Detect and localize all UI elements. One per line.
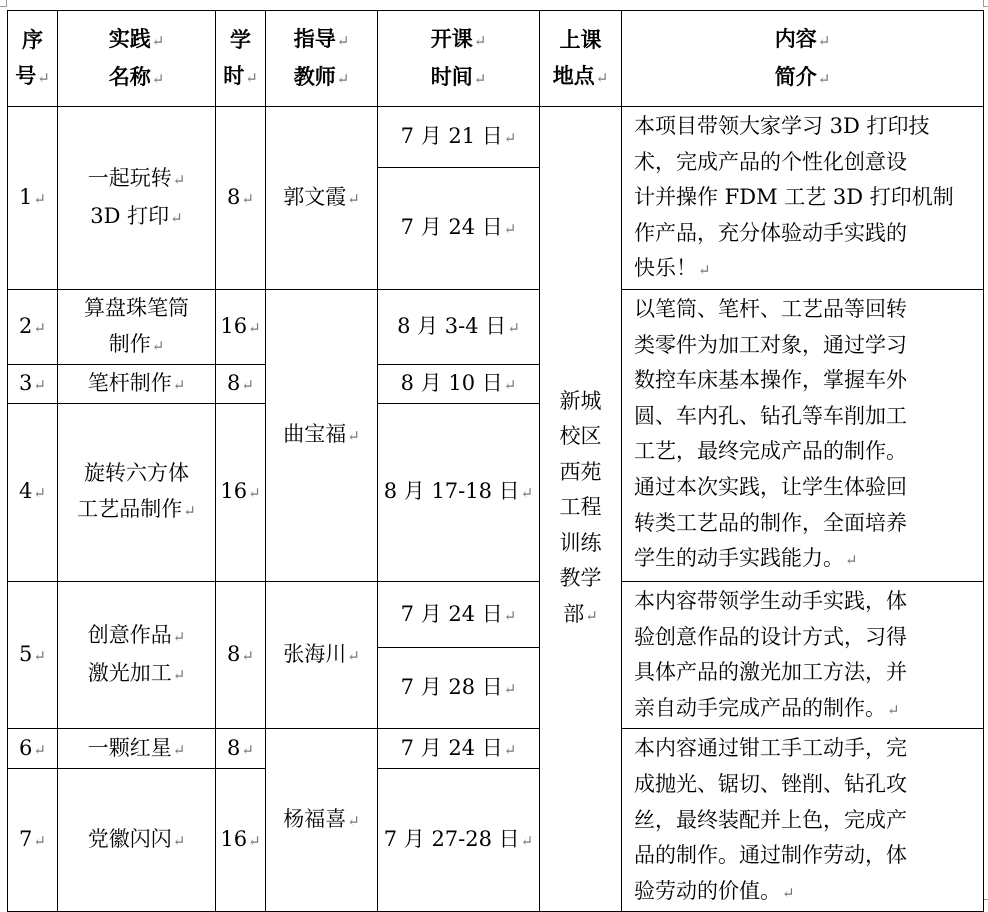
- header-summary: 内容↵ 简介↵: [622, 11, 984, 107]
- summary-cell: 以笔筒、笔杆、工艺品等回转 类零件为加工对象，通过学习 数控车床基本操作，掌握车外 圆、车内孔、钻孔等车削加工 工艺，最终完成产品的制作。 通过本次实践，让学生体验回 转类工艺品的制作，全面培养 学生的动手实践能力。↵: [622, 289, 984, 581]
- page-corner-mark: [6, 0, 7, 7]
- seq-cell: 1↵: [8, 107, 58, 290]
- hours-cell: 8↵: [216, 364, 266, 403]
- hours-cell: 8↵: [216, 107, 266, 290]
- teacher-cell: 杨福喜↵: [266, 729, 378, 912]
- table-row: [8, 107, 984, 168]
- date-cell: 7 月 21 日↵: [378, 107, 540, 168]
- header-seq: 序 号↵: [8, 11, 58, 107]
- hours-cell: 16↵: [216, 403, 266, 581]
- seq-cell: 6↵: [8, 729, 58, 768]
- header-name: 实践↵ 名称↵: [58, 11, 216, 107]
- summary-cell: 本内容通过钳工手工动手，完 成抛光、锯切、锉削、钻孔攻 丝，最终装配并上色，完成产 品的制作。通过制作劳动，体 验劳动的价值。↵: [622, 729, 984, 912]
- course-schedule-table: [7, 10, 984, 912]
- seq-cell: 4↵: [8, 403, 58, 581]
- hours-cell: 8↵: [216, 581, 266, 728]
- name-cell: 党徽闪闪↵: [58, 768, 216, 912]
- table-row: [8, 729, 984, 768]
- header-row: [8, 11, 984, 107]
- hours-cell: 8↵: [216, 729, 266, 768]
- name-cell: 算盘珠笔筒 制作↵: [58, 289, 216, 364]
- hours-cell: 16↵: [216, 768, 266, 912]
- header-teacher: 指导↵ 教师↵: [266, 11, 378, 107]
- date-cell: 7 月 28 日↵: [378, 648, 540, 729]
- date-cell: 7 月 24 日↵: [378, 729, 540, 768]
- header-date: 开课↵ 时间↵: [378, 11, 540, 107]
- name-cell: 旋转六方体 工艺品制作↵: [58, 403, 216, 581]
- table-row: [8, 581, 984, 648]
- name-cell: 笔杆制作↵: [58, 364, 216, 403]
- seq-cell: 3↵: [8, 364, 58, 403]
- summary-cell: 本内容带领学生动手实践，体 验创意作品的设计方式，习得 具体产品的激光加工方法，并 亲自动手完成产品的制作。↵: [622, 581, 984, 728]
- table-row: [8, 289, 984, 364]
- summary-cell: 本项目带领大家学习 3D 打印技 术，完成产品的个性化创意设 计并操作 FDM 工艺 3D 打印机制 作产品，充分体验动手实践的 快乐！↵: [622, 107, 984, 290]
- seq-cell: 2↵: [8, 289, 58, 364]
- seq-cell: 5↵: [8, 581, 58, 728]
- teacher-cell: 张海川↵: [266, 581, 378, 728]
- location-cell: 新城 校区 西苑 工程 训练 教学 部↵: [540, 107, 622, 912]
- date-cell: 7 月 27-28 日↵: [378, 768, 540, 912]
- date-cell: 7 月 24 日↵: [378, 167, 540, 289]
- date-cell: 7 月 24 日↵: [378, 581, 540, 648]
- date-cell: 8 月 10 日↵: [378, 364, 540, 403]
- date-cell: 8 月 3-4 日↵: [378, 289, 540, 364]
- teacher-cell: 曲宝福↵: [266, 289, 378, 581]
- name-cell: 一颗红星↵: [58, 729, 216, 768]
- header-hours: 学 时↵: [216, 11, 266, 107]
- name-cell: 创意作品↵ 激光加工↵: [58, 581, 216, 728]
- seq-cell: 7↵: [8, 768, 58, 912]
- name-cell: 一起玩转↵ 3D 打印↵: [58, 107, 216, 290]
- page-corner-mark: [983, 0, 984, 7]
- header-location: 上课 地点↵: [540, 11, 622, 107]
- date-cell: 8 月 17-18 日↵: [378, 403, 540, 581]
- teacher-cell: 郭文霞↵: [266, 107, 378, 290]
- hours-cell: 16↵: [216, 289, 266, 364]
